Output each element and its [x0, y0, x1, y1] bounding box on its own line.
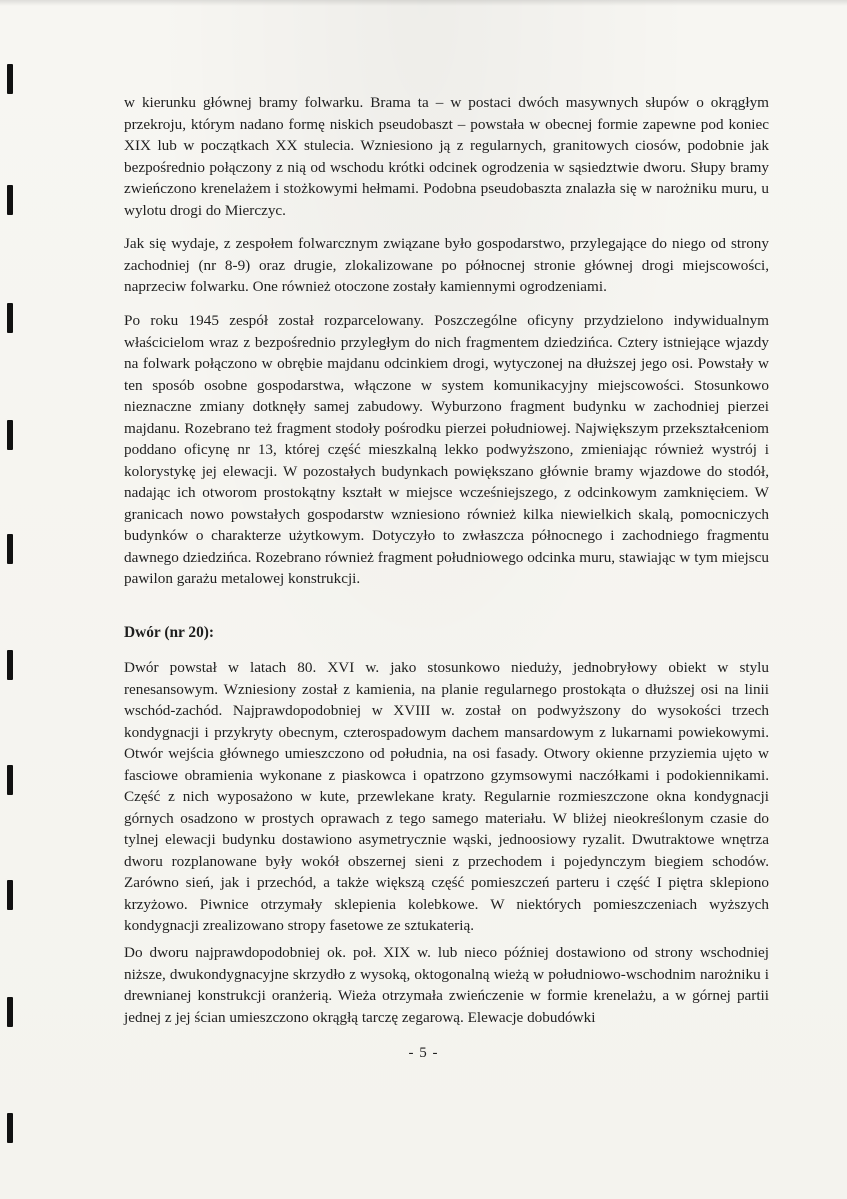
scan-edge-mark: [7, 880, 13, 910]
paragraph-manor-description: Dwór powstał w latach 80. XVI w. jako stosunkowo nieduży, jednobryłowy obiekt w stylu renesansowym. Wzniesiony został z kamienia, na planie regularnego prostokąta o dłuższej osi na linii wschód-zachód. Najprawdopodobniej w XVIII w. został on podwyższony do wysokości trzech kondygnacji i przykryty obecnym, czterospadowym dachem mansardowym z lukarnami powiekowymi. Otwór wejścia głównego umieszczono od południa, na osi fasady. Otwory okienne przyziemia ujęto w fasciowe obramienia wykonane z piaskowca i opatrzono gzymsowymi naczółkami i podokiennikami. Część z nich wyposażono w kute, przewlekane kraty. Regularnie rozmieszczone okna kondygnacji górnych osadzono w prostych oprawach z tego samego materiału. W bliżej nieokreślonym czasie do tylnej elewacji budynku dostawiono asymetrycznie wąski, jednoosiowy ryzalit. Dwutraktowe wnętrza dworu rozplanowane były wokół obszernej sieni z przechodem i pojedynczym biegiem schodów. Zarówno sień, jak i przechód, a także większą część pomieszczeń parteru i część I piętra sklepiono krzyżowo. Piwnice otrzymały sklepienia kolebkowe. W niektórych pomieszczeniach wyższych kondygnacji zrealizowano stropy fasetowe ze sztukaterią.: [124, 659, 769, 934]
scan-edge-mark: [7, 420, 13, 450]
paragraph-main-gate: w kierunku głównej bramy folwarku. Brama ta – w postaci dwóch masywnych słupów o okrągłym przekroju, którym nadano formę niskich pseudobaszt – powstała w obecnej formie zapewne pod koniec XIX lub w początkach XX stulecia. Wzniesiono ją z regularnych, granitowych ciosów, podobnie jak bezpośrednio połączony z nią od wschodu krótki odcinek ogrodzenia w sąsiedztwie dworu. Słupy bramy zwieńczono krenelażem i stożkowymi hełmami. Podobna pseudobaszta znalazła się w narożniku muru, u wylotu drogi do Mierczyc.: [124, 94, 769, 219]
paragraph-farmsteads: Jak się wydaje, z zespołem folwarcznym związane było gospodarstwo, przylegające do niego od strony zachodniej (nr 8-9) oraz drugie, zlokalizowane po północnej stronie głównej drogi miejscowości, naprzeciw folwarku. One również otoczone zostały kamiennymi ogrodzeniami.: [124, 235, 769, 295]
scan-edge-mark: [7, 1113, 13, 1143]
scan-edge-mark: [7, 185, 13, 215]
scan-edge-mark: [7, 997, 13, 1027]
page-number: - 5 -: [408, 1045, 439, 1061]
scan-edge-mark: [7, 765, 13, 795]
paragraph-post-1945: Po roku 1945 zespół został rozparcelowany. Poszczególne oficyny przydzielono indywidualnym właścicielom wraz z bezpośrednio przyległym do nich fragmentem dziedzińca. Cztery istniejące wjazdy na folwark połączono w obrębie majdanu odcinkiem drogi, wytyczonej na dłuższej jego osi. Powstały w ten sposób osobne gospodarstwa, włączone w system komunikacyjny miejscowości. Stosunkowo nieznaczne zmiany dotknęły samej zabudowy. Wyburzono fragment budynku w zachodniej pierzei majdanu. Rozebrano też fragment stodoły pośrodku pierzei południowej. Największym przekształceniom poddano oficynę nr 13, której część mieszkalną lekko podwyższono, zmieniając również wystrój i kolorystykę jej elewacji. W pozostałych budynkach powiększano głównie bramy wjazdowe do stodół, nadając ich otworom prostokątny kształt w miejsce wcześniejszego, z odcinkowym zamknięciem. W granicach nowo powstałych gospodarstw wzniesiono również kilka niewielkich skalą, pomocniczych budynków o charakterze użytkowym. Dotyczyło to zwłaszcza północnego i zachodniego fragmentu dawnego dziedzińca. Rozebrano również fragment południowego odcinka muru, stawiając w tym miejscu pawilon garażu metalowej konstrukcji.: [124, 312, 769, 587]
scan-edge-mark: [7, 303, 13, 333]
scan-edge-mark: [7, 534, 13, 564]
scan-edge-mark: [7, 64, 13, 94]
section-heading-manor: Dwór (nr 20):: [124, 624, 215, 641]
scan-top-shadow: [0, 0, 847, 6]
scan-edge-mark: [7, 650, 13, 680]
paragraph-east-wing: Do dworu najprawdopodobniej ok. poł. XIX w. lub nieco później dostawiono od strony wschodniej niższe, dwukondygnacyjne skrzydło z wysoką, oktogonalną wieżą w południowo-wschodnim narożniku i drewnianej konstrukcji oranżerią. Wieża otrzymała zwieńczenie w formie krenelażu, a w górnej partii jednej z jej ścian umieszczono okrągłą tarczę zegarową. Elewacje dobudówki: [124, 944, 769, 1026]
